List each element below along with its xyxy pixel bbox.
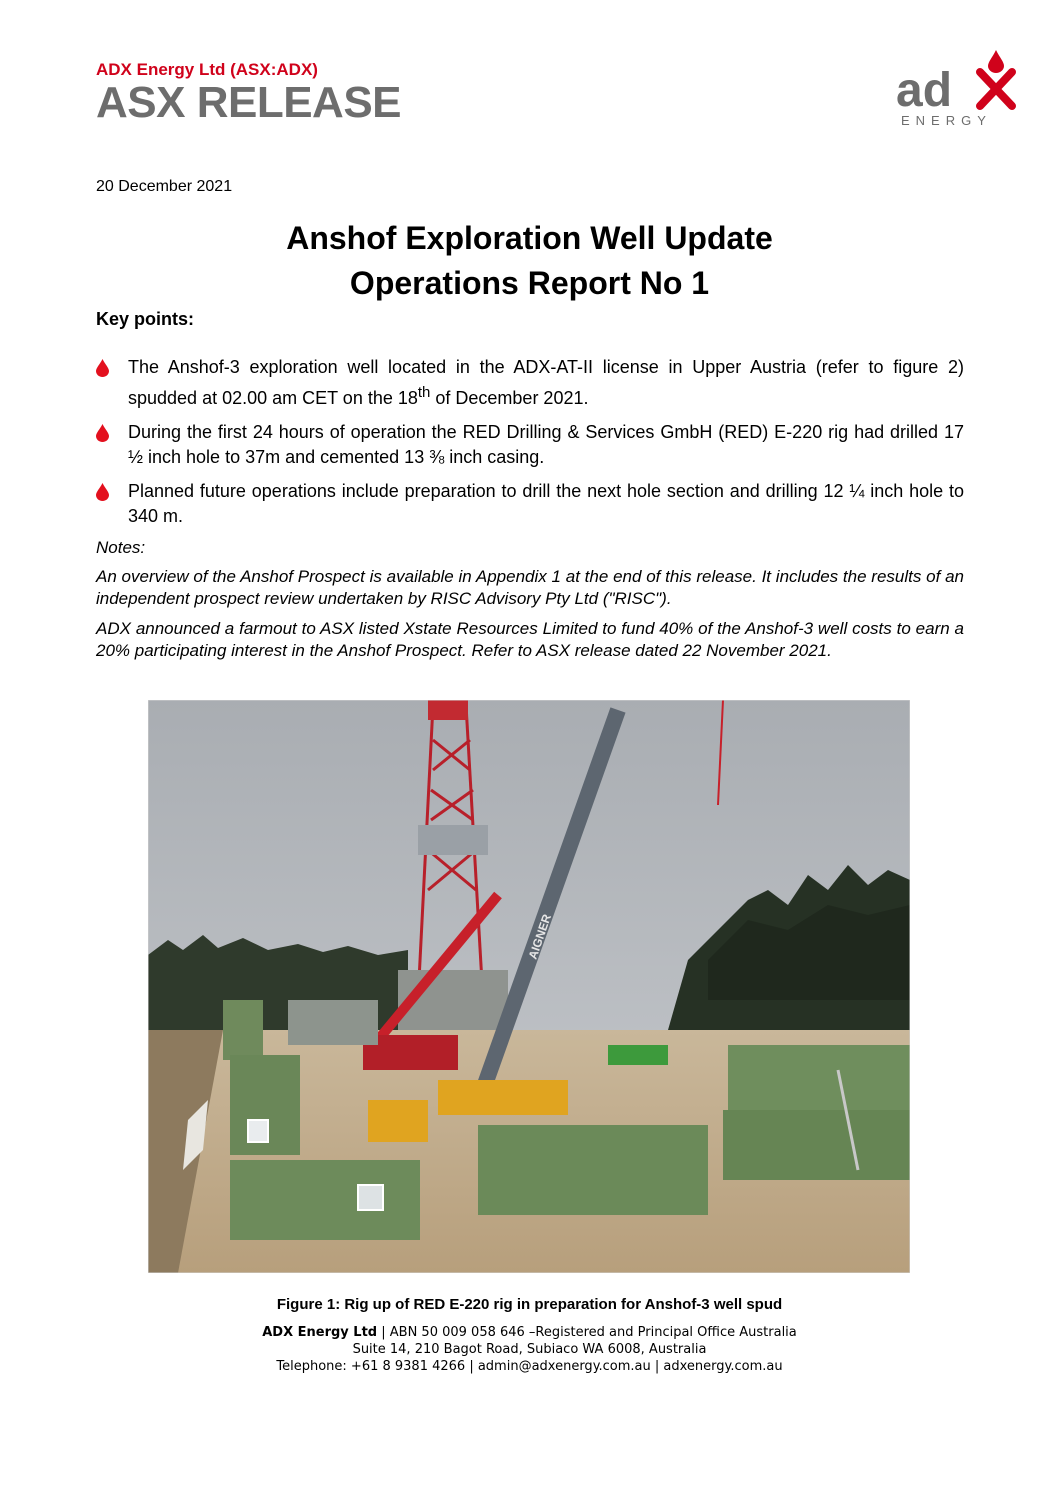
container-front-window: [358, 1185, 383, 1210]
footer-line-1: ADX Energy Ltd | ABN 50 009 058 646 –Registered and Principal Office Australia: [262, 1325, 797, 1340]
footer: [0, 1324, 1059, 1375]
notes-label: Notes:: [96, 538, 146, 557]
key-points-list: [96, 355, 964, 538]
footer-contact: Telephone: +61 8 9381 4266 | admin@adxenergy.com.au | adxenergy.com.au: [276, 1359, 783, 1374]
key-point-item: [96, 355, 964, 411]
derrick-crown: [428, 700, 468, 720]
yellow-truck-cab: [368, 1100, 428, 1142]
red-drop-icon: [96, 483, 109, 501]
container-right-lower: [723, 1110, 910, 1180]
notes-paragraph: ADX announced a farmout to ASX listed Xstate Resources Limited to fund 40% of the Anshof-3 well costs to earn a 20% participating interest in the Anshof Prospect. Refer to ASX release dated 22 November 2021.: [96, 619, 964, 660]
container-left-tall: [223, 1000, 263, 1060]
adx-energy-logo: [896, 48, 1020, 130]
container-window: [248, 1120, 268, 1142]
footer-address: Suite 14, 210 Bagot Road, Subiaco WA 6008, Australia: [352, 1342, 707, 1357]
notes-paragraph: An overview of the Anshof Prospect is available in Appendix 1 at the end of this release. It includes the results of an independent prospect review undertaken by RISC Advisory Pty Ltd ("RISC").: [96, 567, 964, 608]
red-drop-icon: [96, 359, 109, 377]
key-point-item: [96, 420, 964, 470]
container-front-left: [230, 1160, 420, 1240]
page-title-line-1: Anshof Exploration Well Update: [286, 220, 773, 256]
key-point-text: The Anshof-3 exploration well located in the ADX-AT-II license in Upper Austria (refer to figure 2) spudded at 02.00 am CET on the 18th of December 2021.: [128, 357, 964, 408]
red-drop-icon: [96, 424, 109, 442]
footer-company: ADX Energy Ltd: [262, 1325, 378, 1340]
key-point-text: During the first 24 hours of operation the RED Drilling & Services GmbH (RED) E-220 rig had drilled 17 ½ inch hole to 37m and cemented 13 ⅜ inch casing.: [128, 422, 964, 467]
key-point-item: [96, 479, 964, 529]
container-front-center: [478, 1125, 708, 1215]
logo-wordmark: ad: [896, 64, 953, 117]
key-point-text: Planned future operations include preparation to drill the next hole section and drilling 12 ¼ inch hole to 340 m.: [128, 481, 964, 526]
container-right-upper: [728, 1045, 910, 1115]
yellow-crane-truck: [438, 1080, 568, 1115]
company-name: ADX Energy Ltd (ASX:ADX): [96, 60, 318, 79]
notes-section: [96, 537, 964, 670]
derrick-platform: [418, 825, 488, 855]
figure-caption: Figure 1: Rig up of RED E-220 rig in preparation for Anshof-3 well spud: [276, 1296, 783, 1313]
logo-tagline: ENERGY: [901, 113, 992, 128]
page-title-line-2: Operations Report No 1: [349, 265, 710, 301]
release-date: 20 December 2021: [96, 178, 233, 195]
rig-site-photo: [148, 700, 910, 1273]
green-machinery: [608, 1045, 668, 1065]
grey-units: [288, 1000, 378, 1045]
key-points-heading: Key points:: [96, 309, 195, 329]
release-title: ASX RELEASE: [96, 78, 402, 127]
logo-x-flame-icon: [980, 50, 1012, 106]
crane-text: AIGNER: [525, 912, 555, 961]
